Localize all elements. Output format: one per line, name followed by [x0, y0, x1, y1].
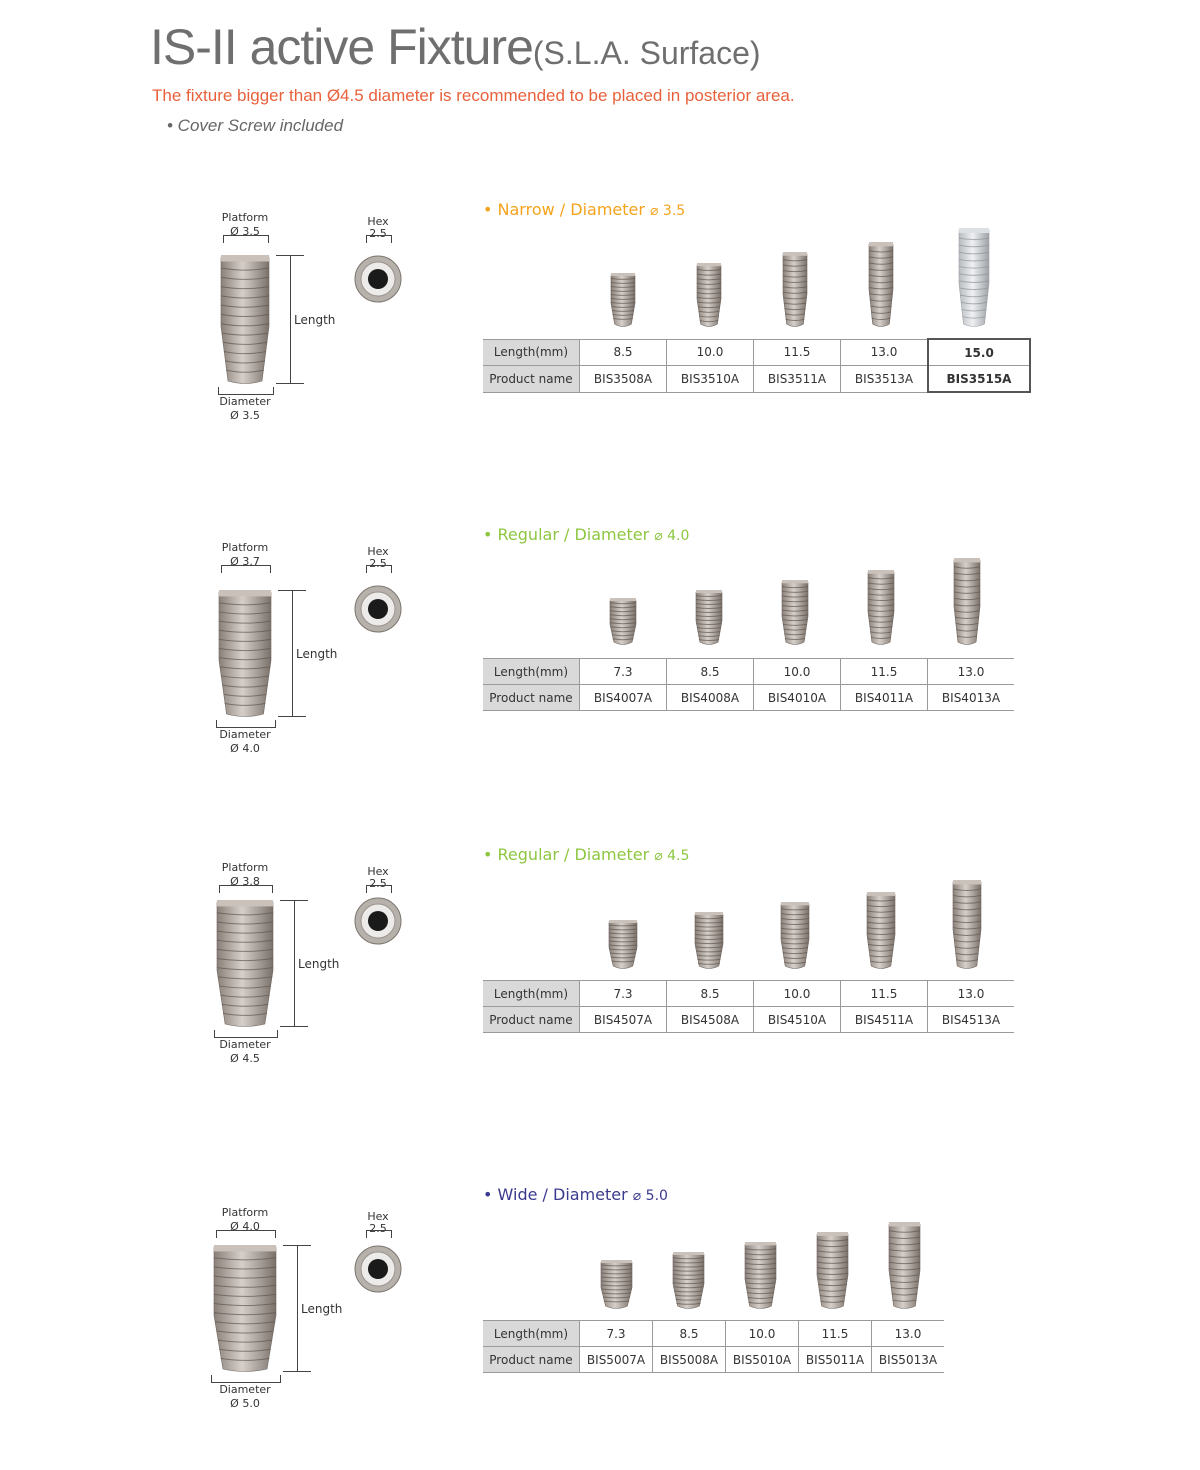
implant-image-slot	[666, 590, 752, 646]
category-diameter: ⌀ 4.5	[654, 848, 690, 864]
implant-image-slot	[838, 892, 924, 970]
product-name-row	[483, 1347, 944, 1373]
length-cell: 8.5	[580, 339, 667, 366]
length-cell: 13.0	[872, 1321, 945, 1347]
implant-image-slot	[868, 1222, 940, 1310]
hex-label: Hex	[367, 865, 389, 878]
length-row	[483, 981, 1014, 1007]
spec-table	[483, 980, 1014, 1033]
length-dimension-line	[297, 1245, 298, 1371]
platform-dimension-bracket	[216, 1230, 276, 1238]
product-name-cell: BIS4010A	[754, 685, 841, 711]
implant-7.3-image	[608, 920, 638, 970]
length-label: Length	[296, 647, 338, 661]
diameter-value: Ø 4.5	[230, 1052, 260, 1065]
product-name-cell: BIS5007A	[580, 1347, 653, 1373]
implant-8.5-image	[694, 912, 724, 970]
row-header: Length(mm)	[483, 981, 580, 1007]
row-header: Product name	[483, 1007, 580, 1033]
page-title	[150, 18, 761, 76]
fixture-diagram	[218, 590, 272, 718]
product-name-cell: BIS3510A	[667, 366, 754, 393]
diameter-dimension-bracket	[218, 387, 274, 395]
implant-11.5-image	[866, 892, 896, 970]
length-cell: 7.3	[580, 1321, 653, 1347]
hex-value: 2.5	[369, 1222, 387, 1235]
hex-label: Hex	[367, 545, 389, 558]
product-name-cell: BIS4511A	[841, 1007, 928, 1033]
implant-8.5-image	[695, 590, 723, 646]
fixture-section	[0, 525, 1200, 805]
implant-image-slot	[924, 558, 1010, 646]
implant-13.0-image	[952, 880, 982, 970]
diameter-value: Ø 4.0	[230, 742, 260, 755]
platform-value: Ø 3.5	[230, 225, 260, 238]
spec-table	[483, 658, 1014, 711]
implant-image-slot	[924, 228, 1024, 328]
length-label: Length	[294, 313, 336, 327]
length-cell: 7.3	[580, 981, 667, 1007]
implant-11.5-image	[816, 1232, 849, 1310]
length-cell: 10.0	[754, 981, 841, 1007]
row-header: Length(mm)	[483, 659, 580, 685]
hex-connection-icon	[354, 255, 402, 303]
row-header: Product name	[483, 366, 580, 393]
length-cell: 10.0	[667, 339, 754, 366]
length-cell: 8.5	[653, 1321, 726, 1347]
length-row	[483, 1321, 944, 1347]
implant-image-slot	[752, 252, 838, 328]
category-diameter: ⌀ 5.0	[632, 1188, 668, 1204]
diameter-dimension-bracket	[214, 1030, 278, 1038]
platform-value: Ø 3.8	[230, 875, 260, 888]
hex-label: Hex	[367, 215, 389, 228]
category-name: • Narrow / Diameter	[483, 200, 645, 219]
platform-label: Platform	[221, 541, 269, 554]
row-header: Product name	[483, 1347, 580, 1373]
length-dimension-line	[292, 590, 293, 716]
platform-label: Platform	[221, 211, 269, 224]
implant-10.0-image	[781, 580, 809, 646]
category-title	[483, 525, 689, 544]
category-diameter: ⌀ 3.5	[650, 203, 686, 219]
product-name-cell: BIS4510A	[754, 1007, 841, 1033]
title-sub: (S.L.A. Surface)	[532, 35, 761, 71]
diameter-dimension-bracket	[216, 720, 276, 728]
hex-connection-icon	[354, 897, 402, 945]
length-bottom-tick	[278, 716, 306, 717]
implant-image-slot	[666, 263, 752, 328]
hex-dimension-bracket	[366, 235, 392, 243]
implant-image-slot	[580, 920, 666, 970]
title-main: IS-II active Fixture	[150, 19, 533, 75]
placement-recommendation: The fixture bigger than Ø4.5 diameter is recommended to be placed in posterior area.	[152, 86, 795, 105]
implant-image-slot	[666, 912, 752, 970]
length-cell: 13.0	[928, 659, 1015, 685]
length-cell: 13.0	[928, 981, 1015, 1007]
implant-11.5-image	[867, 570, 895, 646]
diameter-label: Diameter	[219, 1383, 271, 1396]
fixture-section	[0, 845, 1200, 1125]
implant-11.5-image	[782, 252, 808, 328]
product-name-cell: BIS5010A	[726, 1347, 799, 1373]
implant-8.5-image	[610, 273, 636, 328]
hex-connection-icon	[354, 1245, 402, 1293]
implant-15.0-image	[958, 228, 990, 328]
product-name-cell: BIS5013A	[872, 1347, 945, 1373]
product-name-cell: BIS4013A	[928, 685, 1015, 711]
length-dimension-line	[294, 900, 295, 1026]
length-cell: 8.5	[667, 981, 754, 1007]
platform-dimension-bracket	[223, 235, 269, 243]
row-header: Product name	[483, 685, 580, 711]
product-name-cell: BIS5011A	[799, 1347, 872, 1373]
platform-dimension-bracket	[219, 885, 273, 893]
length-cell: 10.0	[754, 659, 841, 685]
length-cell: 7.3	[580, 659, 667, 685]
fixture-diagram	[213, 1245, 277, 1373]
hex-dimension-bracket	[366, 1230, 392, 1238]
implant-image-slot	[580, 273, 666, 328]
length-cell: 11.5	[754, 339, 841, 366]
hex-dimension-bracket	[366, 565, 392, 573]
hex-connection-icon	[354, 585, 402, 633]
product-name-cell: BIS4008A	[667, 685, 754, 711]
cover-screw-note: • Cover Screw included	[167, 116, 344, 135]
implant-image-slot	[752, 580, 838, 646]
fixture-section	[0, 1185, 1200, 1470]
implant-13.0-image	[888, 1222, 921, 1310]
fixture-section	[0, 195, 1200, 475]
row-header: Length(mm)	[483, 1321, 580, 1347]
length-cell: 11.5	[841, 659, 928, 685]
product-name-cell: BIS3508A	[580, 366, 667, 393]
diameter-label: Diameter	[219, 1038, 271, 1051]
fixture-diagram	[220, 255, 270, 385]
platform-label: Platform	[221, 1206, 269, 1219]
implant-7.3-image	[609, 598, 637, 646]
platform-value: Ø 4.0	[230, 1220, 260, 1233]
row-header: Length(mm)	[483, 339, 580, 366]
product-name-row	[483, 685, 1014, 711]
length-cell: 8.5	[667, 659, 754, 685]
implant-image-slot	[580, 598, 666, 646]
product-name-row	[483, 366, 1030, 393]
product-name-cell: BIS4007A	[580, 685, 667, 711]
implant-image-slot	[924, 880, 1010, 970]
category-title	[483, 200, 685, 219]
implant-image-slot	[580, 1260, 652, 1310]
platform-label: Platform	[221, 861, 269, 874]
product-name-cell: BIS5008A	[653, 1347, 726, 1373]
length-row	[483, 659, 1014, 685]
diameter-label: Diameter	[219, 395, 271, 408]
length-bottom-tick	[283, 1371, 311, 1372]
product-name-cell: BIS3511A	[754, 366, 841, 393]
category-diameter: ⌀ 4.0	[654, 528, 690, 544]
implant-image-slot	[838, 570, 924, 646]
spec-table	[483, 1320, 944, 1373]
platform-value: Ø 3.7	[230, 555, 260, 568]
length-label: Length	[301, 1302, 343, 1316]
length-cell: 11.5	[841, 981, 928, 1007]
implant-7.3-image	[600, 1260, 633, 1310]
category-name: • Wide / Diameter	[483, 1185, 628, 1204]
hex-label: Hex	[367, 1210, 389, 1223]
product-name-cell: BIS4507A	[580, 1007, 667, 1033]
implant-image-slot	[724, 1242, 796, 1310]
category-title	[483, 1185, 668, 1204]
category-title	[483, 845, 689, 864]
diameter-label: Diameter	[219, 728, 271, 741]
implant-image-slot	[796, 1232, 868, 1310]
length-label: Length	[298, 957, 340, 971]
product-name-cell: BIS4513A	[928, 1007, 1015, 1033]
length-cell: 15.0	[928, 339, 1030, 366]
product-name-cell: BIS4508A	[667, 1007, 754, 1033]
implant-10.0-image	[780, 902, 810, 970]
category-name: • Regular / Diameter	[483, 845, 650, 864]
length-row	[483, 339, 1030, 366]
length-dimension-line	[290, 255, 291, 383]
length-cell: 13.0	[841, 339, 929, 366]
hex-value: 2.5	[369, 227, 387, 240]
diameter-dimension-bracket	[211, 1375, 281, 1383]
implant-image-slot	[752, 902, 838, 970]
product-name-row	[483, 1007, 1014, 1033]
product-name-cell: BIS3515A	[928, 366, 1030, 393]
hex-value: 2.5	[369, 877, 387, 890]
implant-image-slot	[838, 242, 924, 328]
diameter-value: Ø 5.0	[230, 1397, 260, 1410]
product-name-cell: BIS4011A	[841, 685, 928, 711]
diameter-value: Ø 3.5	[230, 409, 260, 422]
length-bottom-tick	[280, 1026, 308, 1027]
implant-8.5-image	[672, 1252, 705, 1310]
implant-image-slot	[652, 1252, 724, 1310]
hex-dimension-bracket	[366, 885, 392, 893]
length-cell: 10.0	[726, 1321, 799, 1347]
implant-13.0-image	[868, 242, 894, 328]
length-bottom-tick	[276, 383, 304, 384]
implant-13.0-image	[953, 558, 981, 646]
product-name-cell: BIS3513A	[841, 366, 929, 393]
length-cell: 11.5	[799, 1321, 872, 1347]
implant-10.0-image	[744, 1242, 777, 1310]
fixture-diagram	[216, 900, 274, 1028]
category-name: • Regular / Diameter	[483, 525, 650, 544]
platform-dimension-bracket	[221, 565, 271, 573]
implant-10.0-image	[696, 263, 722, 328]
hex-value: 2.5	[369, 557, 387, 570]
spec-table	[483, 338, 1031, 393]
